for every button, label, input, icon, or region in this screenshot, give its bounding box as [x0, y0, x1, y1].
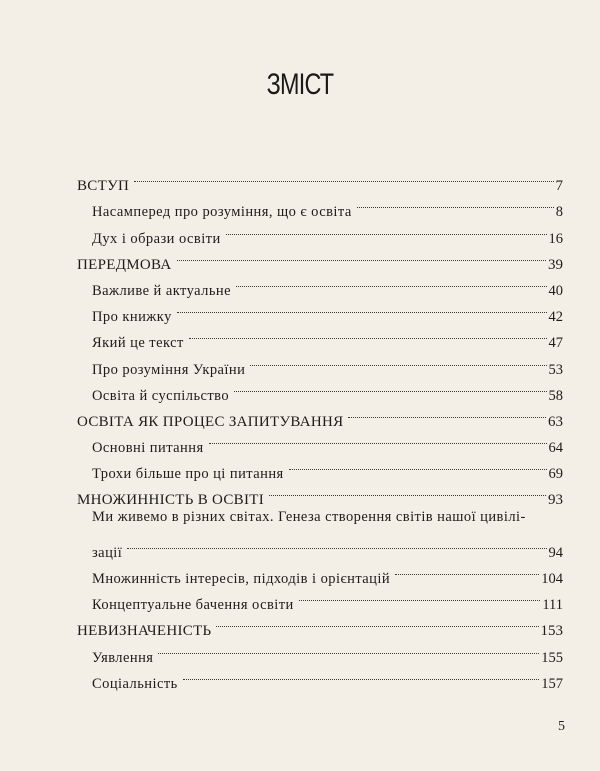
dot-leader: [234, 374, 546, 400]
dot-leader: [236, 269, 547, 295]
dot-leader: [209, 426, 547, 452]
toc-entry-page: 64: [548, 440, 563, 457]
dot-leader: [299, 583, 541, 609]
toc-entry-page: 39: [548, 256, 563, 273]
dot-leader: [216, 609, 538, 635]
toc-entry-label: Уявлення: [92, 649, 154, 666]
toc-entry-label: Про книжку: [92, 309, 172, 326]
toc-entry-label: Множинність інтересів, підходів і орієнтацій: [92, 571, 391, 587]
page-title: ЗМІСТ: [266, 68, 334, 101]
toc-entry-label: Важливе й актуальне: [92, 282, 231, 299]
toc-entry-label: Ми живемо в різних світах. Генеза створення світів нашої цивілі-: [92, 509, 526, 526]
toc-entry-label: Соціальність: [92, 675, 178, 692]
toc-entry-label: Насамперед про розуміння, що є освіта: [92, 204, 352, 221]
toc-entry-page: 104: [541, 571, 563, 587]
page-number: 5: [558, 719, 565, 734]
table-of-contents: [77, 164, 563, 692]
toc-entry-page: 8: [555, 204, 563, 221]
toc-entry-label: Про розуміння України: [92, 361, 246, 378]
toc-entry-page: 153: [540, 623, 563, 640]
toc-entry-page: 63: [548, 413, 563, 430]
toc-entry-page: 69: [548, 466, 563, 483]
toc-entry-page: 58: [548, 387, 563, 404]
dot-leader: [183, 662, 540, 688]
toc-entry-page: 155: [541, 649, 563, 666]
toc-entry-label: Основні питання: [92, 440, 204, 457]
toc-entry-label: Дух і образи освіти: [92, 230, 221, 247]
toc-entry[interactable]: [77, 164, 563, 195]
toc-entry-label: ПЕРЕДМОВА: [77, 256, 172, 273]
dot-leader: [158, 635, 539, 661]
toc-entry-page: 93: [548, 492, 563, 509]
dot-leader: [127, 531, 546, 557]
toc-entry-page: 16: [548, 230, 563, 247]
dot-leader: [269, 478, 546, 504]
dot-leader: [395, 557, 539, 583]
toc-entry-label: зації: [92, 544, 123, 561]
toc-entry-page: 111: [542, 597, 563, 614]
dot-leader: [177, 295, 547, 321]
toc-entry-page: 157: [541, 675, 563, 692]
toc-entry-label: Який це текст: [92, 335, 184, 352]
toc-entry-label: ОСВІТА ЯК ПРОЦЕС ЗАПИТУВАННЯ: [77, 413, 344, 430]
toc-entry-page: 53: [548, 361, 563, 378]
toc-entry-page: 7: [555, 178, 563, 195]
dot-leader: [250, 347, 546, 373]
toc-entry-page: 42: [548, 309, 563, 326]
dot-leader: [348, 400, 546, 426]
toc-entry-label: Трохи більше про ці питання: [92, 466, 284, 483]
dot-leader: [189, 321, 547, 347]
toc-entry-label: НЕВИЗНАЧЕНІСТЬ: [77, 623, 212, 640]
dot-leader: [226, 216, 547, 242]
toc-entry[interactable]: [77, 190, 563, 221]
dot-leader: [134, 164, 553, 190]
toc-entry-page: 94: [548, 544, 563, 561]
toc-entry-label: ВСТУП: [77, 178, 130, 195]
dot-leader: [289, 452, 547, 478]
toc-entry[interactable]: [77, 557, 563, 587]
toc-entry-page: 47: [548, 335, 563, 352]
toc-entry[interactable]: [77, 504, 563, 530]
dot-leader: [177, 243, 547, 269]
toc-entry-page: 40: [548, 282, 563, 299]
toc-entry-continuation[interactable]: [77, 531, 563, 561]
toc-entry-label: Концептуальне бачення освіти: [92, 597, 294, 614]
toc-entry-label: Освіта й суспільство: [92, 387, 230, 404]
toc-entry-label: МНОЖИННІСТЬ В ОСВІТІ: [77, 492, 265, 509]
dot-leader: [357, 190, 554, 216]
